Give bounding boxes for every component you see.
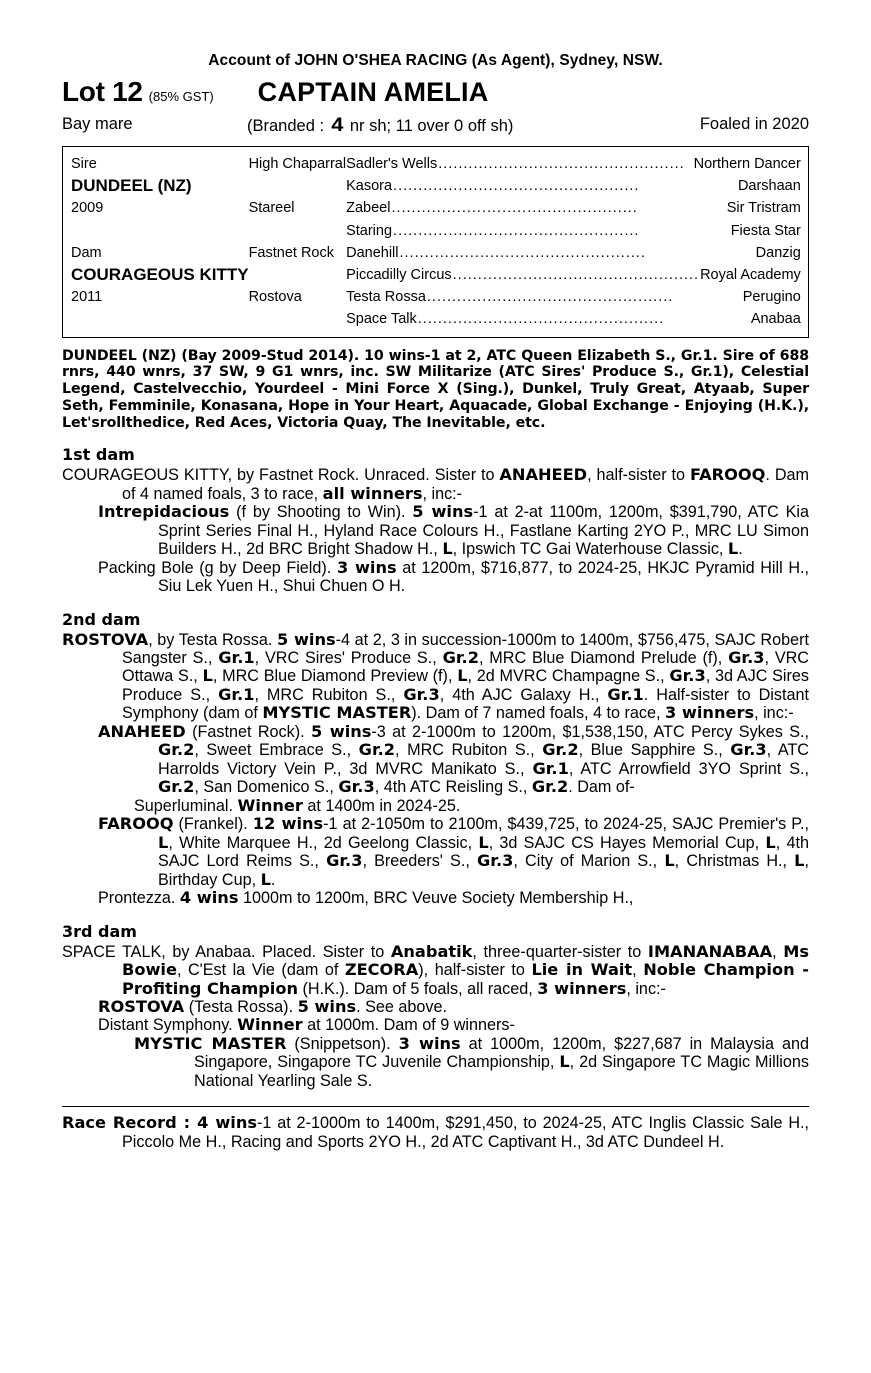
text-run: . See above. xyxy=(356,997,448,1016)
lot-number: Lot 12 xyxy=(62,76,143,107)
text-run: , San Domenico S., xyxy=(194,778,339,797)
dot-leader: ................................................. xyxy=(438,156,685,172)
text-run: , City of Marion S., xyxy=(513,852,665,871)
text-run: , inc:- xyxy=(422,484,463,503)
brand-description xyxy=(247,115,700,137)
gen3-row xyxy=(346,286,801,308)
gen3-right: Sir Tristram xyxy=(726,200,801,217)
text-run-bold: Gr.3 xyxy=(477,851,514,871)
text-run-bold: 3 winners xyxy=(665,703,755,723)
sire-sire: High Chaparral xyxy=(248,156,347,172)
text-run-bold: Gr.1 xyxy=(218,684,255,704)
race-record-label: Race Record : xyxy=(62,1113,198,1133)
gen3-left: Kasora xyxy=(346,178,393,195)
text-run: (Testa Rossa). xyxy=(184,997,298,1016)
text-run-bold: L xyxy=(202,666,213,686)
dot-leader: ................................................. xyxy=(426,289,674,306)
text-run: , ATC Arrowfield 3YO Sprint S., xyxy=(568,759,809,778)
text-run: 1000m to 1200m, BRC Veuve Society Membership H., xyxy=(238,889,634,908)
first-dam-intro xyxy=(62,466,809,503)
text-run: (Snippetson). xyxy=(286,1034,399,1053)
text-run: , three-quarter-sister to xyxy=(472,942,648,961)
text-run-bold: L xyxy=(794,851,805,871)
text-run-bold: 4 wins xyxy=(179,888,239,908)
text-run-bold: 5 wins xyxy=(297,996,357,1016)
brand-prefix: (Branded : xyxy=(247,117,325,135)
text-run-bold: Gr.3 xyxy=(730,740,767,760)
text-run: , Sweet Embrace S., xyxy=(194,741,359,760)
text-run: , 3d SAJC CS Hayes Memorial Cup, xyxy=(488,833,766,852)
dot-leader: ................................................. xyxy=(393,222,640,239)
gen3-left: Piccadilly Circus xyxy=(346,266,452,283)
spacer-6 xyxy=(249,308,347,330)
text-run: , half-sister to xyxy=(587,466,690,485)
gen3-row xyxy=(346,308,801,330)
text-run: -1 at 2-1000m to 1400m, $291,450, to 2024-25, ATC Inglis Classic Sale H., Piccolo Me H., Racing and Sports 2YO H., 2d ATC Captivant H., 3d ATC Dundeel H. xyxy=(122,1114,810,1151)
text-run-bold: Gr.1 xyxy=(218,648,255,667)
gen3-right: Fiesta Star xyxy=(730,222,801,239)
text-run: SPACE TALK, by Anabaa. Placed. Sister to xyxy=(62,942,391,961)
text-run: , C'Est la Vie (dam of xyxy=(176,961,345,980)
text-run: , Ipswich TC Gai Waterhouse Classic, xyxy=(452,540,728,559)
text-run: at 1200m, $716,877, to 2024-25, HKJC Pyramid Hill H., Siu Lek Yuen H., Shui Chuen O H. xyxy=(158,558,809,596)
third-dam-intro xyxy=(62,943,809,998)
text-run-bold: Gr.2 xyxy=(158,740,195,760)
dam-year: 2011 xyxy=(71,289,103,306)
progeny-name: Distant Symphony. xyxy=(98,1016,233,1035)
text-run-bold: L xyxy=(260,869,271,889)
list-item xyxy=(62,1035,809,1090)
pedigree-table xyxy=(62,146,809,338)
gen3-row xyxy=(346,264,801,286)
text-run: , 4th ATC Reisling S., xyxy=(374,778,532,797)
text-run-bold: 5 wins xyxy=(276,629,336,649)
text-run: (f by Shooting to Win). xyxy=(229,503,413,522)
text-run: , VRC Ottawa S., xyxy=(122,649,809,686)
progeny-name: Superluminal. xyxy=(134,796,233,815)
text-run: COURAGEOUS KITTY, by Fastnet Rock. Unraced. Sister to xyxy=(62,466,500,485)
text-run: , inc:- xyxy=(626,979,666,998)
text-run-bold: Winner xyxy=(237,1015,303,1035)
gen3-left: Staring xyxy=(346,222,393,239)
text-run-bold: all winners xyxy=(322,483,423,503)
text-run-bold: ZECORA xyxy=(344,960,419,980)
text-run: , VRC Sires' Produce S., xyxy=(254,649,443,667)
gen3-row xyxy=(346,153,801,175)
dam-name-run: ROSTOVA xyxy=(62,629,149,649)
third-dam-heading: 3rd dam xyxy=(62,921,137,941)
text-run: , ATC Harrolds Victory Vein P., 3d MVRC Manikato S., xyxy=(158,741,809,778)
text-run-bold: MYSTIC MASTER xyxy=(262,703,412,723)
text-run-bold: FAROOQ xyxy=(689,465,766,485)
race-record xyxy=(62,1106,809,1151)
text-run-bold: 12 wins xyxy=(252,814,324,834)
text-run: , 2d Singapore TC Magic Millions National Yearling Sale S. xyxy=(194,1053,809,1090)
first-dam-heading: 1st dam xyxy=(62,445,135,465)
sire-blurb: DUNDEEL (NZ) (Bay 2009-Stud 2014). 10 wins-1 at 2, ATC Queen Elizabeth S., Gr.1. Sire of 688 rnrs, 440 wnrs, 37 SW, 9 G1 wnrs, inc. SW Militarize (ATC Sires' Produce S., Gr.1), Celestial Legend, Castelvecchio, Yourdeel - Mini Force X (Sing.), Dunkel, Truly Great, Atyaab, Super Seth, Femminile, Konasana, Hope in Your Heart, Aquacade, Global Exchange - Enjoying (H.K.), Let'srollthedice, Red Aces, Victoria Quay, The Inevitable, etc. xyxy=(62,347,809,431)
text-run: , MRC Rubiton S., xyxy=(395,741,543,760)
text-run: ), half-sister to xyxy=(418,961,532,980)
list-item xyxy=(62,723,809,797)
gen3-left: Danehill xyxy=(346,244,399,261)
text-run-bold: 5 wins xyxy=(412,502,474,522)
text-run: , inc:- xyxy=(754,704,794,723)
text-run: , White Marquee H., 2d Geelong Classic, xyxy=(168,833,479,852)
text-run-bold: Gr.3 xyxy=(728,648,765,667)
text-run-bold: Gr.1 xyxy=(532,758,569,778)
gen3-right: Perugino xyxy=(742,289,801,306)
text-run-bold: L xyxy=(158,832,169,852)
brand-glyph: 4 xyxy=(330,115,344,136)
brand-suffix: nr sh; 11 over 0 off sh) xyxy=(349,117,514,135)
dam-dam: Rostova xyxy=(248,289,302,306)
text-run-bold: ANAHEED xyxy=(499,465,588,485)
dot-leader: ................................................. xyxy=(391,200,638,217)
text-run: . Half-sister to Distant Symphony (dam of xyxy=(122,685,809,723)
list-item xyxy=(62,503,809,558)
progeny-name: ROSTOVA xyxy=(98,996,185,1016)
text-run: , Breeders' S., xyxy=(362,852,477,871)
text-run-bold: 3 winners xyxy=(537,978,627,998)
dot-leader: ................................................. xyxy=(399,244,646,261)
lot-title-row xyxy=(62,76,809,108)
text-run: , 4th SAJC Lord Reims S., xyxy=(158,833,809,871)
list-item xyxy=(62,998,809,1016)
gst-note: (85% GST) xyxy=(148,89,214,104)
pedigree-col-great-grandparents xyxy=(346,147,809,337)
gen3-left: Testa Rossa xyxy=(346,289,426,306)
text-run: at 1000m. Dam of 9 winners- xyxy=(302,1016,515,1035)
gen3-right: Royal Academy xyxy=(700,266,801,283)
text-run-bold: IMANANABAA xyxy=(647,941,773,961)
list-item xyxy=(62,815,809,889)
text-run: , 4th AJC Galaxy H., xyxy=(439,685,608,704)
text-run-bold: L xyxy=(442,539,453,559)
text-run: -4 at 2, 3 in succession-1000m to 1400m, $756,475, SAJC Robert Sangster S., xyxy=(122,630,810,667)
text-run: -3 at 2-1000m to 1200m, $1,538,150, ATC Percy Sykes S., xyxy=(371,722,810,741)
text-run-bold: Noble Champion - Profiting Champion xyxy=(122,960,810,998)
text-run: -1 at 2-at 1100m, 1200m, $391,790, ATC Kia Sprint Series Final H., Hyland Race Colours H., Fastlane Karting 2YO P., MRC LU Simon Builders H., 2d BRC Bright Shadow H., xyxy=(158,503,810,559)
text-run: (Frankel). xyxy=(173,815,253,834)
text-run: , MRC Blue Diamond Preview (f), xyxy=(212,667,458,686)
dot-leader: ................................................. xyxy=(452,266,700,283)
list-item xyxy=(62,797,809,815)
text-run-bold: L xyxy=(559,1052,570,1072)
spacer-2 xyxy=(71,308,249,330)
sire-year: 2009 xyxy=(71,200,104,217)
text-run: -1 at 2-1050m to 2100m, $439,725, to 2024-25, SAJC Premier's P., xyxy=(323,815,809,834)
text-run-bold: Gr.2 xyxy=(442,648,479,667)
sire-dam: Stareel xyxy=(248,200,295,217)
spacer-3 xyxy=(249,175,347,197)
foal-name: Packing Bole xyxy=(98,558,194,577)
account-line: Account of JOHN O'SHEA RACING (As Agent), Sydney, NSW. xyxy=(208,52,663,69)
text-run: , by Testa Rossa. xyxy=(148,630,277,649)
text-run-bold: Winner xyxy=(237,795,303,815)
text-run: , Christmas H., xyxy=(674,852,795,871)
second-dam-heading: 2nd dam xyxy=(62,609,141,629)
text-run-bold: L xyxy=(457,666,468,686)
list-item xyxy=(62,889,809,907)
text-run-bold: Gr.3 xyxy=(403,684,440,704)
gen3-row xyxy=(346,220,801,242)
sire-label: Sire xyxy=(71,156,97,172)
text-run: (Fastnet Rock). xyxy=(185,722,311,741)
spacer-4 xyxy=(249,220,347,242)
text-run-bold: 3 wins xyxy=(336,557,397,577)
text-run-bold: Gr.2 xyxy=(158,777,195,797)
text-run: . xyxy=(738,540,743,559)
gen3-row xyxy=(346,175,801,197)
gen3-row xyxy=(346,242,801,264)
foal-name: Intrepidacious xyxy=(98,502,230,522)
text-run: , MRC Blue Diamond Prelude (f), xyxy=(478,649,729,667)
dam-name: COURAGEOUS KITTY xyxy=(71,264,249,284)
text-run: , Birthday Cup, xyxy=(158,852,809,889)
text-run-bold: Gr.3 xyxy=(669,666,706,686)
text-run-bold: Gr.3 xyxy=(338,777,375,797)
pedigree-col-parents xyxy=(63,147,249,337)
text-run: . xyxy=(270,870,276,889)
dot-leader: ................................................. xyxy=(417,311,665,328)
text-run-bold: Gr.1 xyxy=(607,684,644,704)
text-run-bold: Anabatik xyxy=(390,941,473,961)
text-run-bold: Gr.2 xyxy=(542,740,579,760)
text-run-bold: Gr.2 xyxy=(531,777,569,797)
gen3-right: Danzig xyxy=(755,244,801,261)
text-run: (g by Deep Field). xyxy=(193,558,337,577)
text-run: at 1000m, 1200m, $227,687 in Malaysia and Singapore, Singapore TC Juvenile Championship, xyxy=(194,1034,809,1072)
spacer-5 xyxy=(249,264,347,286)
foaled-year: Foaled in 2020 xyxy=(699,115,809,133)
progeny-name: Prontezza. xyxy=(98,889,176,908)
text-run: , 2d MVRC Champagne S., xyxy=(467,667,670,686)
dam-label: Dam xyxy=(71,244,102,261)
gen3-row xyxy=(346,197,801,219)
text-run: . Dam of- xyxy=(568,778,635,797)
progeny-name: FAROOQ xyxy=(98,814,174,834)
text-run: , 3d AJC Sires Produce S., xyxy=(122,667,809,704)
progeny-name: ANAHEED xyxy=(98,721,186,741)
text-run: at 1400m in 2024-25. xyxy=(302,796,461,815)
gen3-right: Darshaan xyxy=(737,178,801,195)
progeny-name: MYSTIC MASTER xyxy=(134,1033,287,1053)
text-run-bold: L xyxy=(765,832,776,852)
text-run-bold: L xyxy=(478,832,489,852)
text-run-bold: 3 wins xyxy=(398,1033,461,1053)
text-run-bold: Lie in Wait xyxy=(531,960,633,980)
gen3-left: Space Talk xyxy=(346,311,417,328)
text-run: (H.K.). Dam of 5 foals, all raced, xyxy=(297,979,538,998)
text-run: , MRC Rubiton S., xyxy=(254,685,404,704)
gen3-right: Northern Dancer xyxy=(693,156,801,172)
text-run: . Dam of 4 named foals, 3 to race, xyxy=(122,466,809,503)
text-run-bold: Gr.2 xyxy=(358,740,396,760)
horse-description xyxy=(62,115,809,137)
text-run: , Blue Sapphire S., xyxy=(578,741,731,760)
text-run-bold: Gr.3 xyxy=(326,851,363,871)
text-run: , xyxy=(632,961,644,980)
text-run-bold: Ms Bowie xyxy=(122,941,810,980)
sire-name: DUNDEEL (NZ) xyxy=(71,176,192,196)
text-run-bold: 4 wins xyxy=(197,1113,257,1133)
gen3-left: Sadler's Wells xyxy=(346,156,438,172)
gen3-left: Zabeel xyxy=(346,200,391,217)
list-item xyxy=(62,1016,809,1034)
colour-sex: Bay mare xyxy=(62,115,133,133)
page-title: CAPTAIN AMELIA xyxy=(257,77,489,107)
spacer-1 xyxy=(71,220,249,242)
list-item xyxy=(62,559,809,596)
text-run-bold: 5 wins xyxy=(310,721,372,741)
dot-leader: ................................................. xyxy=(393,178,640,195)
pedigree-col-grandparents xyxy=(249,147,347,337)
text-run-bold: L xyxy=(727,539,739,559)
gen3-right: Anabaa xyxy=(750,311,801,328)
text-run: , xyxy=(772,942,784,961)
text-run-bold: L xyxy=(664,851,675,871)
second-dam-intro xyxy=(62,631,809,723)
dam-sire: Fastnet Rock xyxy=(248,244,334,261)
text-run: ). Dam of 7 named foals, 4 to race, xyxy=(411,704,666,723)
